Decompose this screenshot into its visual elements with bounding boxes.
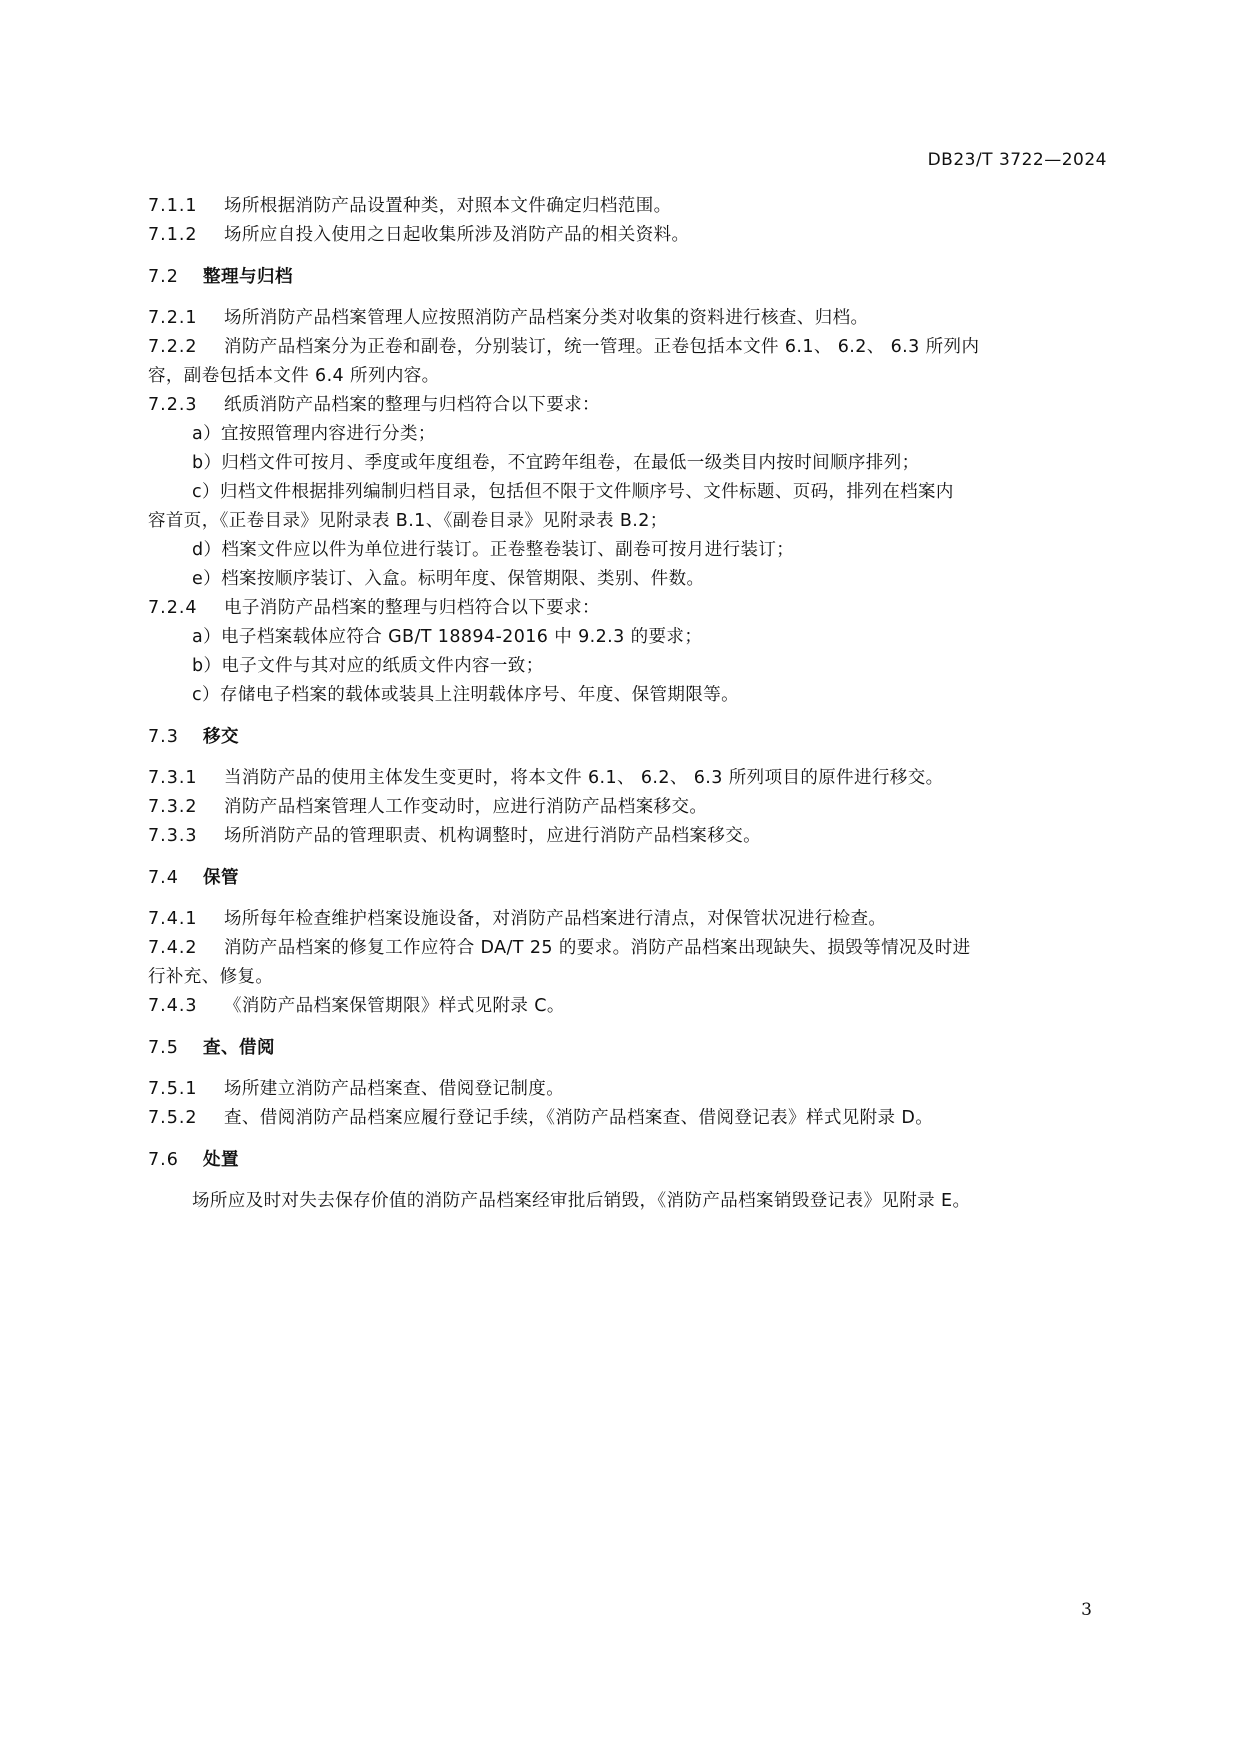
clause-number: 7.3.1 [148,768,198,788]
clause-text: 当消防产品的使用主体发生变更时，将本文件 6.1、 6.2、 6.3 所列项目的原件进行移交。 [224,768,944,788]
section-7-4-heading [148,864,1128,893]
list-item-7-2-3-e: e）档案按顺序装订、入盒。标明年度、保管期限、类别、件数。 [192,569,705,589]
section-7-6-paragraph: 场所应及时对失去保存价值的消防产品档案经审批后销毁，《消防产品档案销毁登记表》见附录 E。 [192,1191,971,1211]
section-title: 整理与归档 [203,267,293,287]
clause-7-1-2 [148,221,1128,250]
clause-text: 场所每年检查维护档案设施设备，对消防产品档案进行清点，对保管状况进行检查。 [224,909,887,929]
clause-text: 消防产品档案分为正卷和副卷，分别装订，统一管理。正卷包括本文件 6.1、 6.2、 6.3 所列内 [224,337,980,357]
clause-7-2-3 [148,391,1128,420]
clause-text: 场所根据消防产品设置种类，对照本文件确定归档范围。 [224,196,672,216]
list-item-7-2-4-b: b）电子文件与其对应的纸质文件内容一致； [192,656,544,676]
section-title: 保管 [203,868,239,888]
clause-7-2-4 [148,594,1128,623]
section-number: 7.3 [148,727,179,747]
clause-number: 7.2.3 [148,395,198,415]
clause-text: 查、借阅消防产品档案应履行登记手续，《消防产品档案查、借阅登记表》样式见附录 D。 [224,1108,934,1128]
list-item-7-2-3-b: b）归档文件可按月、季度或年度组卷，不宜跨年组卷，在最低一级类目内按时间顺序排列； [192,453,920,473]
section-7-6-heading [148,1146,1128,1175]
clause-number: 7.2.2 [148,337,198,357]
clause-number: 7.2.4 [148,598,198,618]
section-title: 处置 [203,1150,239,1170]
clause-7-4-3 [148,992,1128,1021]
list-item-7-2-4-a: a）电子档案载体应符合 GB/T 18894-2016 中 9.2.3 的要求； [192,627,703,647]
section-number: 7.4 [148,868,179,888]
list-item-7-2-4-c: c）存储电子档案的载体或装具上注明载体序号、年度、保管期限等。 [192,685,740,705]
page-number: 3 [1081,1600,1092,1620]
clause-text: 电子消防产品档案的整理与归档符合以下要求： [224,598,600,618]
clause-7-2-1 [148,304,1128,333]
list-item-7-2-3-c-continued: 容首页，《正卷目录》见附录表 B.1、《副卷目录》见附录表 B.2； [148,511,668,531]
clause-number: 7.1.2 [148,225,198,245]
clause-7-4-1 [148,905,1128,934]
section-number: 7.6 [148,1150,179,1170]
clause-text: 纸质消防产品档案的整理与归档符合以下要求： [224,395,600,415]
clause-7-2-2-continued: 容，副卷包括本文件 6.4 所列内容。 [148,366,440,386]
section-7-2-heading [148,263,1128,292]
clause-number: 7.4.3 [148,996,198,1016]
clause-number: 7.4.2 [148,938,198,958]
clause-7-3-1 [148,764,1128,793]
clause-7-3-2 [148,793,1128,822]
clause-text: 场所建立消防产品档案查、借阅登记制度。 [224,1079,565,1099]
clause-text: 场所消防产品档案管理人应按照消防产品档案分类对收集的资料进行核查、归档。 [224,308,869,328]
clause-7-5-1 [148,1075,1128,1104]
clause-number: 7.5.2 [148,1108,198,1128]
clause-number: 7.2.1 [148,308,198,328]
section-number: 7.2 [148,267,179,287]
clause-number: 7.4.1 [148,909,198,929]
list-item-7-2-3-d: d）档案文件应以件为单位进行装订。正卷整卷装订、副卷可按月进行装订； [192,540,795,560]
section-7-5-heading [148,1034,1128,1063]
clause-text: 消防产品档案管理人工作变动时，应进行消防产品档案移交。 [224,797,708,817]
list-item-7-2-3-c: c）归档文件根据排列编制归档目录，包括但不限于文件顺序号、文件标题、页码，排列在档案内 [192,482,954,502]
document-code: DB23/T 3722—2024 [927,150,1107,170]
clause-number: 7.5.1 [148,1079,198,1099]
clause-text: 消防产品档案的修复工作应符合 DA/T 25 的要求。消防产品档案出现缺失、损毁等情况及时进 [224,938,971,958]
list-item-7-2-3-a: a）宜按照管理内容进行分类； [192,424,436,444]
section-number: 7.5 [148,1038,179,1058]
clause-text: 场所应自投入使用之日起收集所涉及消防产品的相关资料。 [224,225,690,245]
clause-7-2-2 [148,333,1128,362]
clause-7-3-3 [148,822,1128,851]
section-title: 移交 [203,727,239,747]
clause-number: 7.3.2 [148,797,198,817]
clause-7-4-2-continued: 行补充、修复。 [148,967,274,987]
section-title: 查、借阅 [203,1038,275,1058]
clause-7-4-2 [148,934,1128,963]
clause-number: 7.1.1 [148,196,198,216]
document-body [148,192,1128,1216]
clause-text: 《消防产品档案保管期限》样式见附录 C。 [224,996,565,1016]
clause-text: 场所消防产品的管理职责、机构调整时，应进行消防产品档案移交。 [224,826,761,846]
clause-number: 7.3.3 [148,826,198,846]
section-7-3-heading [148,723,1128,752]
clause-7-5-2 [148,1104,1128,1133]
clause-7-1-1 [148,192,1128,221]
